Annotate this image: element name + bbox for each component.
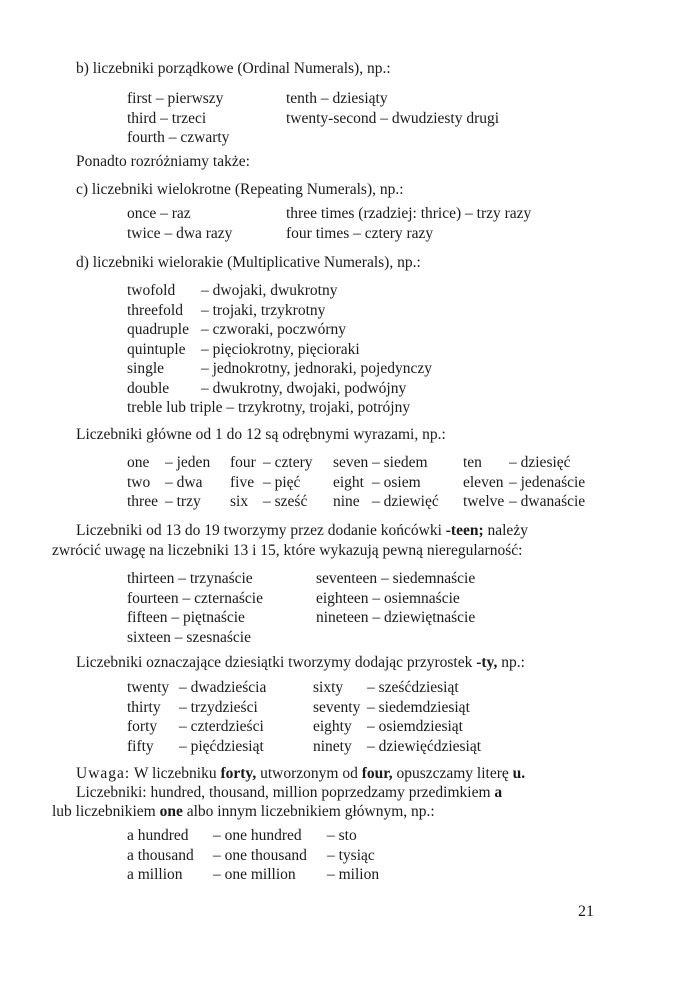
card-pl-11: – jedenaście: [509, 473, 586, 491]
uwaga-text-1: W liczebniku: [133, 765, 217, 782]
teen-suffix: -teen;: [445, 522, 484, 539]
hundreds-a-3: a million: [127, 866, 183, 883]
mult-meaning-4: – pięciokrotny, pięcioraki: [201, 340, 360, 358]
card-en-6: six: [230, 493, 249, 510]
tens-left-meaning-3: – czterdzieści: [179, 718, 264, 735]
hundreds-pl-2: – tysiąc: [327, 846, 375, 864]
tens-intro: [76, 653, 525, 673]
card-pl-4: – cztery: [263, 454, 313, 471]
tens-right-word-3: eighty: [313, 718, 352, 735]
uwaga-text-2: utworzonym od: [260, 765, 358, 782]
hundreds-pl-3: – milion: [327, 866, 380, 883]
uwaga-bold-u: u.: [512, 765, 526, 782]
tens-intro-text: Liczebniki oznaczające dziesiątki tworzymy dodając przyrostek: [76, 654, 473, 671]
uwaga-label: Uwaga:: [76, 765, 131, 782]
teens-right-1: seventeen – siedemnaście: [316, 570, 476, 587]
hundred-bold-one: one: [159, 803, 183, 820]
card-pl-2: – dwa: [165, 473, 203, 491]
cardinal-intro: Liczebniki główne od 1 do 12 są odrębnymi wyrazami, np.:: [76, 426, 446, 443]
hundreds-one-2: – one thousand: [213, 846, 307, 864]
card-en-5: five: [230, 473, 255, 491]
tens-right-word-1: sixty: [313, 679, 344, 696]
uwaga-bold-four: four,: [361, 765, 393, 782]
hundreds-pl-1: – sto: [327, 827, 357, 844]
tens-left-word-3: forty: [127, 718, 158, 735]
teen-intro-line-1: [76, 521, 528, 541]
tens-right-word-4: ninety: [313, 737, 352, 755]
tens-left-meaning-1: – dwadzieścia: [179, 679, 267, 696]
card-pl-1: – jeden: [165, 454, 211, 471]
mult-word-3: quadruple: [127, 321, 189, 338]
card-pl-6: – sześć: [263, 493, 308, 510]
mult-meaning-6: – dwukrotny, dwojaki, podwójny: [201, 379, 407, 397]
mult-meaning-2: – trojaki, trzykrotny: [201, 301, 326, 319]
ponadto-line: Ponadto rozróżniamy także:: [76, 153, 250, 170]
tens-left-word-4: fifty: [127, 737, 154, 755]
teens-right-3: nineteen – dziewiętnaście: [316, 609, 476, 626]
hundreds-one-3: – one million: [213, 866, 296, 883]
teens-left-1: thirteen – trzynaście: [127, 570, 253, 587]
mult-word-6: double: [127, 379, 170, 397]
mult-meaning-5: – jednokrotny, jednoraki, pojedynczy: [201, 360, 433, 377]
teens-left-4: sixteen – szesnaście: [127, 628, 251, 646]
mult-meaning-3: – czworaki, poczwórny: [201, 321, 347, 338]
mult-treble: treble lub triple – trzykrotny, trojaki, potrójny: [127, 399, 411, 416]
tens-right-word-2: seventy: [313, 698, 361, 716]
tens-left-word-1: twenty: [127, 679, 170, 696]
repeating-left-2: twice – dwa razy: [127, 224, 233, 242]
tens-right-meaning-3: – osiemdziesiąt: [367, 718, 463, 735]
hundred-intro-2b: albo innym liczebnikiem głównym, np.:: [186, 803, 435, 820]
tens-left-meaning-4: – pięćdziesiąt: [179, 737, 264, 755]
hundreds-a-2: a thousand: [127, 846, 194, 864]
card-en-9: nine: [333, 493, 360, 510]
mult-meaning-1: – dwojaki, dwukrotny: [201, 282, 338, 299]
tens-intro-tail: np.:: [501, 654, 525, 671]
card-en-8: eight: [333, 473, 364, 491]
ordinal-left-1: first – pierwszy: [127, 90, 224, 107]
hundreds-one-1: – one hundred: [213, 827, 302, 844]
repeating-right-1: three times (rzadziej: thrice) – trzy razy: [286, 205, 532, 222]
hundred-bold-a: a: [494, 784, 503, 801]
section-c-heading: c) liczebniki wielokrotne (Repeating Numerals), np.:: [76, 181, 404, 198]
teen-intro-line-2: zwrócić uwagę na liczebniki 13 i 15, które wykazują pewną nieregularność:: [52, 542, 523, 559]
ordinal-left-2: third – trzeci: [127, 109, 207, 127]
uwaga-text-3: opuszczamy literę: [396, 765, 509, 782]
tens-right-meaning-4: – dziewięćdziesiąt: [367, 737, 482, 755]
teens-right-2: eighteen – osiemnaście: [316, 589, 460, 607]
ordinal-right-2: twenty-second – dwudziesty drugi: [286, 109, 500, 127]
hundred-intro-line-2: [52, 802, 435, 822]
uwaga-note: [76, 764, 525, 784]
card-en-11: eleven: [463, 473, 504, 491]
teen-intro-tail: należy: [487, 522, 528, 539]
card-pl-5: – pięć: [263, 473, 301, 491]
mult-word-2: threefold: [127, 301, 183, 319]
card-pl-10: – dziesięć: [509, 454, 571, 471]
teens-left-2: fourteen – czternaście: [127, 589, 263, 607]
hundred-intro-line-1: [76, 783, 502, 803]
tens-suffix: -ty,: [476, 654, 498, 671]
card-pl-7: – siedem: [372, 454, 428, 471]
mult-word-5: single: [127, 360, 165, 377]
card-pl-8: – osiem: [372, 473, 421, 491]
card-en-12: twelve: [463, 493, 505, 510]
card-en-1: one: [127, 454, 150, 471]
hundred-intro-text: Liczebniki: hundred, thousand, million poprzedzamy przedimkiem: [76, 784, 491, 801]
tens-left-meaning-2: – trzydzieści: [179, 698, 258, 716]
hundred-intro-2a: lub liczebnikiem: [52, 803, 156, 820]
repeating-right-2: four times – cztery razy: [286, 224, 434, 242]
teen-intro-text: Liczebniki od 13 do 19 tworzymy przez dodanie końcówki: [76, 522, 442, 539]
mult-word-4: quintuple: [127, 340, 186, 358]
mult-word-1: twofold: [127, 282, 176, 299]
card-en-7: seven: [333, 454, 369, 471]
card-en-10: ten: [463, 454, 482, 471]
tens-right-meaning-2: – siedemdziesiąt: [367, 698, 470, 716]
ordinal-right-1: tenth – dziesiąty: [286, 90, 388, 107]
tens-left-word-2: thirty: [127, 698, 161, 716]
ordinal-left-3: fourth – czwarty: [127, 129, 230, 146]
card-pl-9: – dziewięć: [372, 493, 439, 510]
card-en-4: four: [230, 454, 256, 471]
uwaga-bold-forty: forty,: [220, 765, 257, 782]
section-b-heading: b) liczebniki porządkowe (Ordinal Numerals), np.:: [76, 60, 391, 77]
repeating-left-1: once – raz: [127, 205, 191, 222]
teens-left-3: fifteen – piętnaście: [127, 609, 245, 626]
page-number: 21: [578, 903, 594, 920]
tens-right-meaning-1: – sześćdziesiąt: [367, 679, 459, 696]
card-pl-12: – dwanaście: [509, 493, 586, 510]
hundreds-a-1: a hundred: [127, 827, 189, 844]
card-en-3: three: [127, 493, 158, 510]
section-d-heading: d) liczebniki wielorakie (Multiplicative Numerals), np.:: [76, 254, 421, 271]
card-pl-3: – trzy: [165, 493, 201, 510]
card-en-2: two: [127, 473, 151, 491]
